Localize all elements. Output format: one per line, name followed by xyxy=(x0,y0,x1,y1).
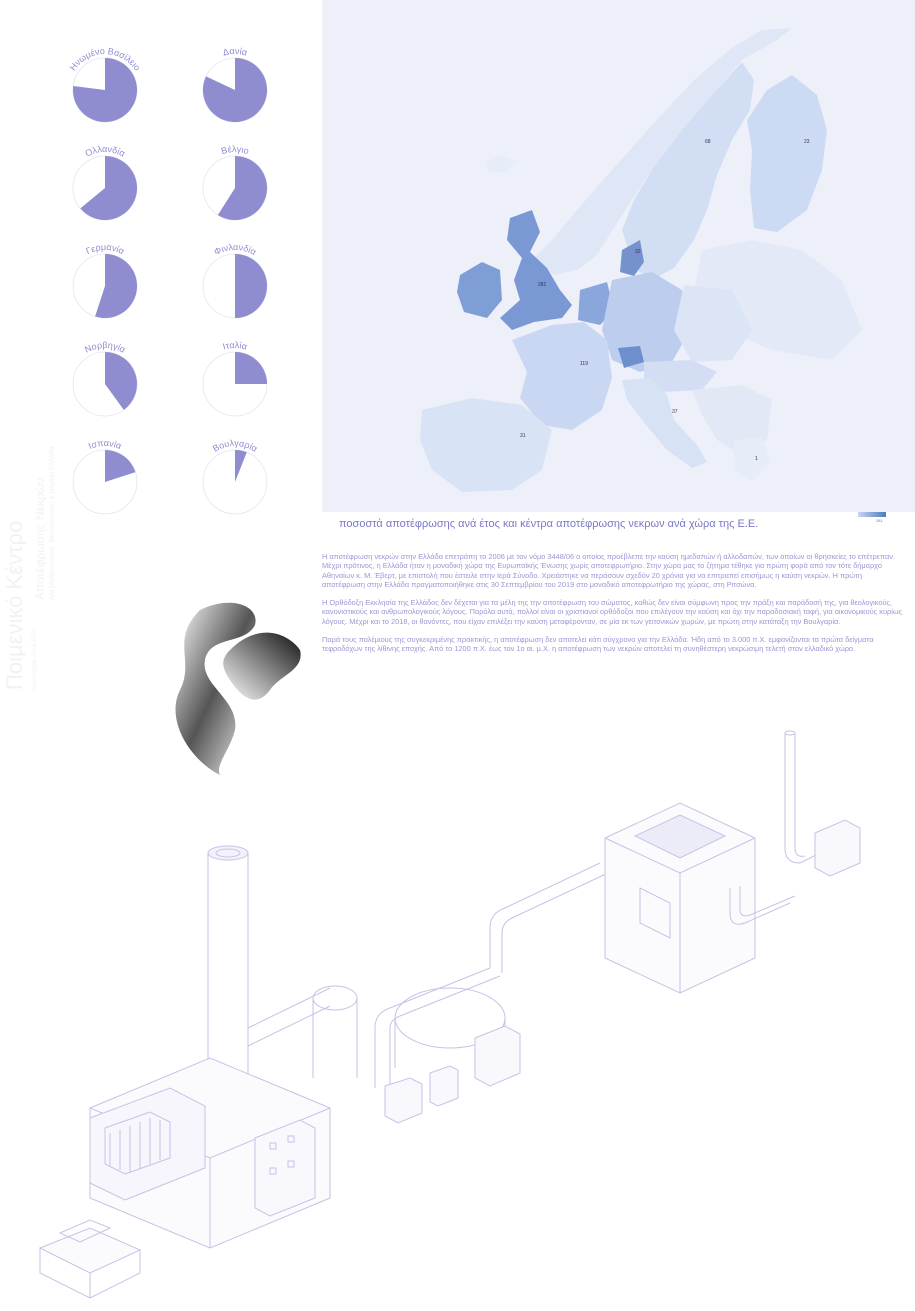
pie-label: Ηνωμένο Βασίλειο xyxy=(67,45,143,73)
pie-label: Ιταλία xyxy=(221,339,249,352)
pie-label: Ισπανία xyxy=(86,437,123,452)
map-value-label: 68 xyxy=(705,139,711,145)
vertical-title xyxy=(0,0,60,700)
pie-label: Δανία xyxy=(221,45,249,58)
map-legend-bar xyxy=(858,512,886,517)
vertical-title-line4: Εργαστήριο 2019-2020 xyxy=(32,628,38,690)
pie-slice xyxy=(235,254,267,318)
pie-label: Γερμανία xyxy=(84,241,126,257)
pie-label: Ολλανδία xyxy=(83,143,127,159)
pie-label: Βέλγιο xyxy=(219,143,251,157)
map-value-label: 119 xyxy=(580,361,588,367)
pie-chart-4 xyxy=(185,133,295,228)
europe-map xyxy=(322,0,915,512)
map-greece xyxy=(734,438,770,482)
pie-chart-3 xyxy=(55,133,165,228)
map-value-label: 281 xyxy=(538,282,547,288)
pie-chart-2 xyxy=(185,35,295,130)
map-value-label: 37 xyxy=(672,409,678,415)
crematorium-plant-drawing xyxy=(30,728,890,1306)
article-text xyxy=(322,552,904,663)
pie-label: Φινλανδία xyxy=(212,241,258,258)
paragraph-2: Η Ορθόδοξη Εκκλησία της Ελλάδος δεν δέχεται για τα μέλη της την αποτέφρωση του σώματος, καθώς δεν είναι σύμφωνη προς την πράξη και παράδοσή της, για θεολογικούς, κανονιστικούς και ανθρωπολογικούς λόγους. Παρόλα αυτά, πολλοί είναι οι χριστιανοί ορθόδοξοι που επιλέγουν την καύση και όχι την παραδοσιακή ταφή, για οικονομικούς κυρίως λόγους. Μέχρι και το 2018, οι θανόντες, που είχαν επιλέξει την καύση μεταφέρονταν, σε μία εκ των γειτονικών χωρών, με πρώτη στην κατάταξη την Βουλγαρία. xyxy=(322,598,903,626)
pie-chart-10 xyxy=(185,427,295,522)
map-value-label: 1 xyxy=(755,456,758,462)
pie-chart-5 xyxy=(55,231,165,326)
pie-slice xyxy=(235,352,267,384)
pie-chart-8 xyxy=(185,329,295,424)
paragraph-3: Παρά τους πολέμιους της συγκεκριμένης πρακτικής, η αποτέφρωση δεν αποτελεί κάτι σύγχρονο για την Ελλάδα. Ήδη από το 3.000 π.Χ. εμφανίζονται τα πρώτα δείγματα τεφροδόχων της λίθινης εποχής. Από το 1200 π.Χ. έως τον 1ο αι. μ.Χ. η αποτέφρωση των νεκρών αποτελεί τη συνηθέστερη νεκρώσιμη τελετή στον ελλαδικό χώρο. xyxy=(322,635,874,654)
pie-chart-6 xyxy=(185,231,295,326)
map-value-label: 32 xyxy=(635,249,641,255)
pie-chart-1 xyxy=(55,35,165,130)
pie-label: Νορβηγία xyxy=(83,339,128,355)
pie-chart-9 xyxy=(55,427,165,522)
paragraph-1: Η αποτέφρωση νεκρών στην Ελλάδα επετράπη το 2006 με τον νόμο 3448/06 ο οποίος προέβλεπε την καύση ημεδαπών ή αλλοδαπών, των οποίων οι θρησκείες το επέτρεπαν. Μέχρι πρότινος, η Ελλάδα ήταν η μοναδική χώρα της Ευρωπαϊκής Ένωσης χωρίς αποτεφρωτήριο. Στην χώρα μας το ζήτημα τέθηκε για πρώτη φορά από τον τότε δήμαρχο Αθηναίων κ. Μ. Έβερτ, με επιστολή που έστειλε στην Ιερά Σύνοδο. Χρειάστηκε να περάσουν σχεδόν 20 χρόνια για να επιτραπεί επισήμως η καύση νεκρών. Η πρώτη αποτέφρωση στην Ελλάδα πραγματοποιήθηκε στις 30 Σεπτεμβρίου του 2019 στο μοναδικό αποτεφρωτήριο της χώρας, στη Ριτσώνα. xyxy=(322,552,895,589)
map-ireland xyxy=(457,262,502,318)
vertical-title-line2: Αποτέφρωσης Νεκρών xyxy=(33,477,47,600)
vertical-title-line3: Αλεξανδρούπολη, Θεσσαλονίκη & Βόρεια Ελλάδα xyxy=(49,446,56,600)
map-caption: ποσοστά αποτέφρωσης ανά έτος και κέντρα αποτέφρωσης νεκρων ανά χώρα της Ε.Ε. xyxy=(339,518,759,530)
map-finland xyxy=(747,75,827,232)
map-legend-label: 281 xyxy=(876,518,883,523)
pie-chart-7 xyxy=(55,329,165,424)
vertical-title-main: Ποιμενικό Κέντρο xyxy=(2,520,27,690)
map-value-label: 31 xyxy=(520,433,526,439)
pie-label: Βουλγαρία xyxy=(210,437,260,454)
map-value-label: 23 xyxy=(804,139,810,145)
